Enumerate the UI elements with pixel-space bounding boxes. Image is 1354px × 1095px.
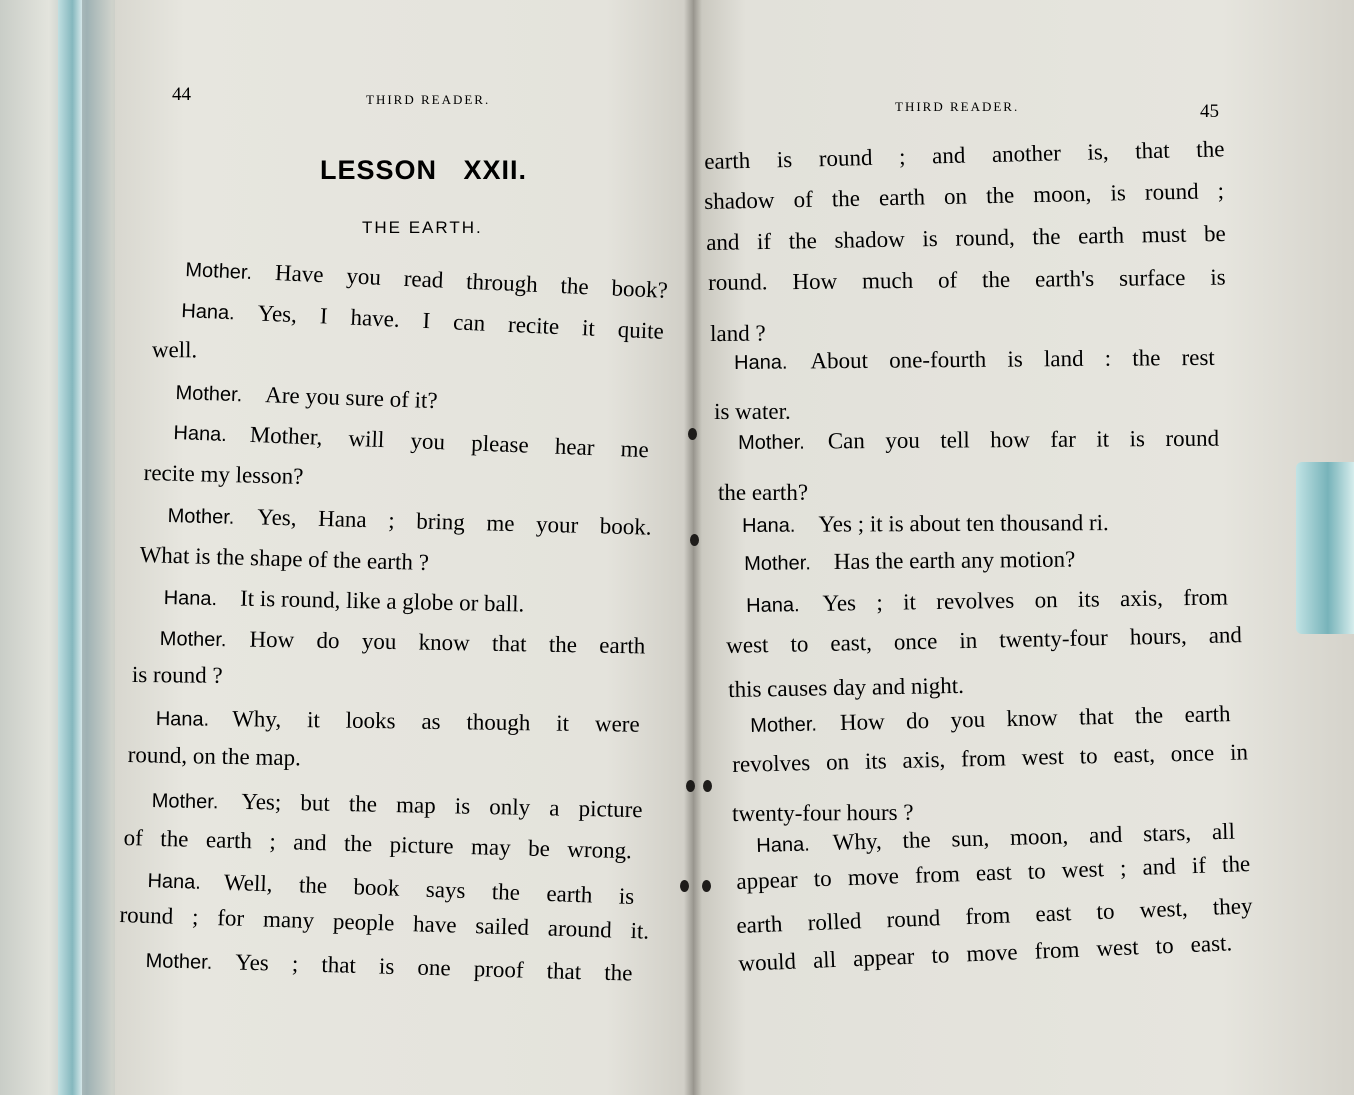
line-text: What is the shape of the earth ? <box>139 542 430 576</box>
line-text: land ? <box>709 320 766 346</box>
speaker-name: Hana. <box>155 707 210 731</box>
speaker-name: Mother. <box>175 381 243 407</box>
line-text: this causes day and night. <box>727 672 965 702</box>
line-text: Yes ; that is one proof that the <box>234 949 633 986</box>
speaker-name: Mother. <box>744 552 811 575</box>
speaker-name: Mother. <box>145 949 213 974</box>
book-gutter <box>684 0 702 1095</box>
line-text: Yes; but the map is only a picture <box>241 788 643 823</box>
line-text: the earth? <box>718 480 809 505</box>
line-text: would all appear to move from west to east. <box>737 930 1233 976</box>
line-text: round ; for many people have sailed around it. <box>119 902 650 944</box>
line-text: twenty-four hours ? <box>731 799 914 826</box>
line-text: Mother, will you please hear me <box>249 421 650 463</box>
line-text: well. <box>151 337 198 363</box>
line-text: is round ? <box>131 662 223 688</box>
line-text: Has the earth any motion? <box>833 546 1076 575</box>
line-text: How do you know that the earth <box>249 626 646 659</box>
right-page-line <box>742 511 1109 536</box>
line-text: Can you tell how far it is round <box>827 425 1220 454</box>
speaker-name: Hana. <box>756 833 811 857</box>
speaker-name: Mother. <box>167 504 235 529</box>
line-text: Have you read through the book? <box>274 260 669 303</box>
right-page-line <box>708 266 1226 294</box>
line-text: appear to move from east to west ; and if the <box>735 851 1251 894</box>
line-text: It is round, like a globe or ball. <box>239 585 525 617</box>
page-number-right: 45 <box>1200 101 1219 122</box>
lesson-title: LESSON XXII. <box>320 155 528 185</box>
line-text: round. How much of the earth's surface is <box>707 264 1226 295</box>
binding-stitch <box>688 428 697 440</box>
left-page-line <box>152 338 198 361</box>
line-text: revolves on its axis, from west to east, once in <box>731 739 1249 777</box>
speaker-name: Hana. <box>734 351 788 374</box>
line-text: Yes ; it revolves on its axis, from <box>822 584 1229 616</box>
running-head-right: THIRD READER. <box>895 99 1020 114</box>
right-page-line <box>738 427 1219 453</box>
line-text: of the earth ; and the picture may be wrong. <box>123 825 633 864</box>
binding-stitch <box>703 780 712 792</box>
line-text: Yes ; it is about ten thousand ri. <box>818 510 1109 537</box>
glass-weight-left <box>58 0 82 1095</box>
right-page-line <box>710 322 766 345</box>
glass-weight-right <box>1296 462 1354 634</box>
line-text: recite my lesson? <box>143 460 304 489</box>
line-text: How do you know that the earth <box>839 701 1231 735</box>
speaker-name: Hana. <box>147 869 202 894</box>
left-page-line <box>132 663 223 687</box>
binding-stitch <box>702 880 711 892</box>
speaker-name: Mother. <box>159 627 227 652</box>
right-page-line <box>718 481 808 504</box>
line-text: earth is round ; and another is, that the <box>703 136 1225 174</box>
speaker-name: Hana. <box>180 299 236 325</box>
line-text: Yes, Hana ; bring me your book. <box>257 504 652 540</box>
line-text: Yes, I have. I can recite it quite <box>257 300 665 344</box>
line-text: Well, the book says the earth is <box>223 869 635 909</box>
right-page-line <box>744 548 1075 574</box>
left-page-line <box>128 743 302 769</box>
page-number-left: 44 <box>172 84 191 105</box>
binding-stitch <box>690 534 699 546</box>
right-page-line <box>728 674 964 701</box>
line-text: and if the shadow is round, the earth must be <box>705 220 1226 255</box>
line-text: About one-fourth is land : the rest <box>810 344 1215 374</box>
line-text: round, on the map. <box>127 742 302 771</box>
line-text: west to east, once in twenty-four hours, and <box>725 622 1243 658</box>
speaker-name: Hana. <box>742 514 796 537</box>
line-text: shadow of the earth on the moon, is round ; <box>703 178 1225 214</box>
line-text: Why, it looks as though it were <box>232 706 640 737</box>
binding-stitch <box>680 880 689 892</box>
right-page-line <box>714 400 791 423</box>
speaker-name: Mother. <box>738 431 805 454</box>
left-page-line <box>143 461 303 488</box>
running-head-left: THIRD READER. <box>366 92 491 107</box>
speaker-name: Hana. <box>173 421 228 447</box>
speaker-name: Hana. <box>746 594 800 617</box>
line-text: Why, the sun, moon, and stars, all <box>832 818 1236 855</box>
line-text: is water. <box>713 398 791 424</box>
speaker-name: Mother. <box>750 713 818 737</box>
speaker-name: Mother. <box>151 789 219 814</box>
speaker-name: Hana. <box>163 586 218 611</box>
line-text: earth rolled round from east to west, they <box>735 893 1253 938</box>
speaker-name: Mother. <box>184 258 253 285</box>
binding-stitch <box>686 780 695 792</box>
right-page-line <box>732 801 914 825</box>
right-page-line <box>734 346 1215 373</box>
line-text: Are you sure of it? <box>264 382 439 414</box>
lesson-subtitle: THE EARTH. <box>362 218 483 237</box>
